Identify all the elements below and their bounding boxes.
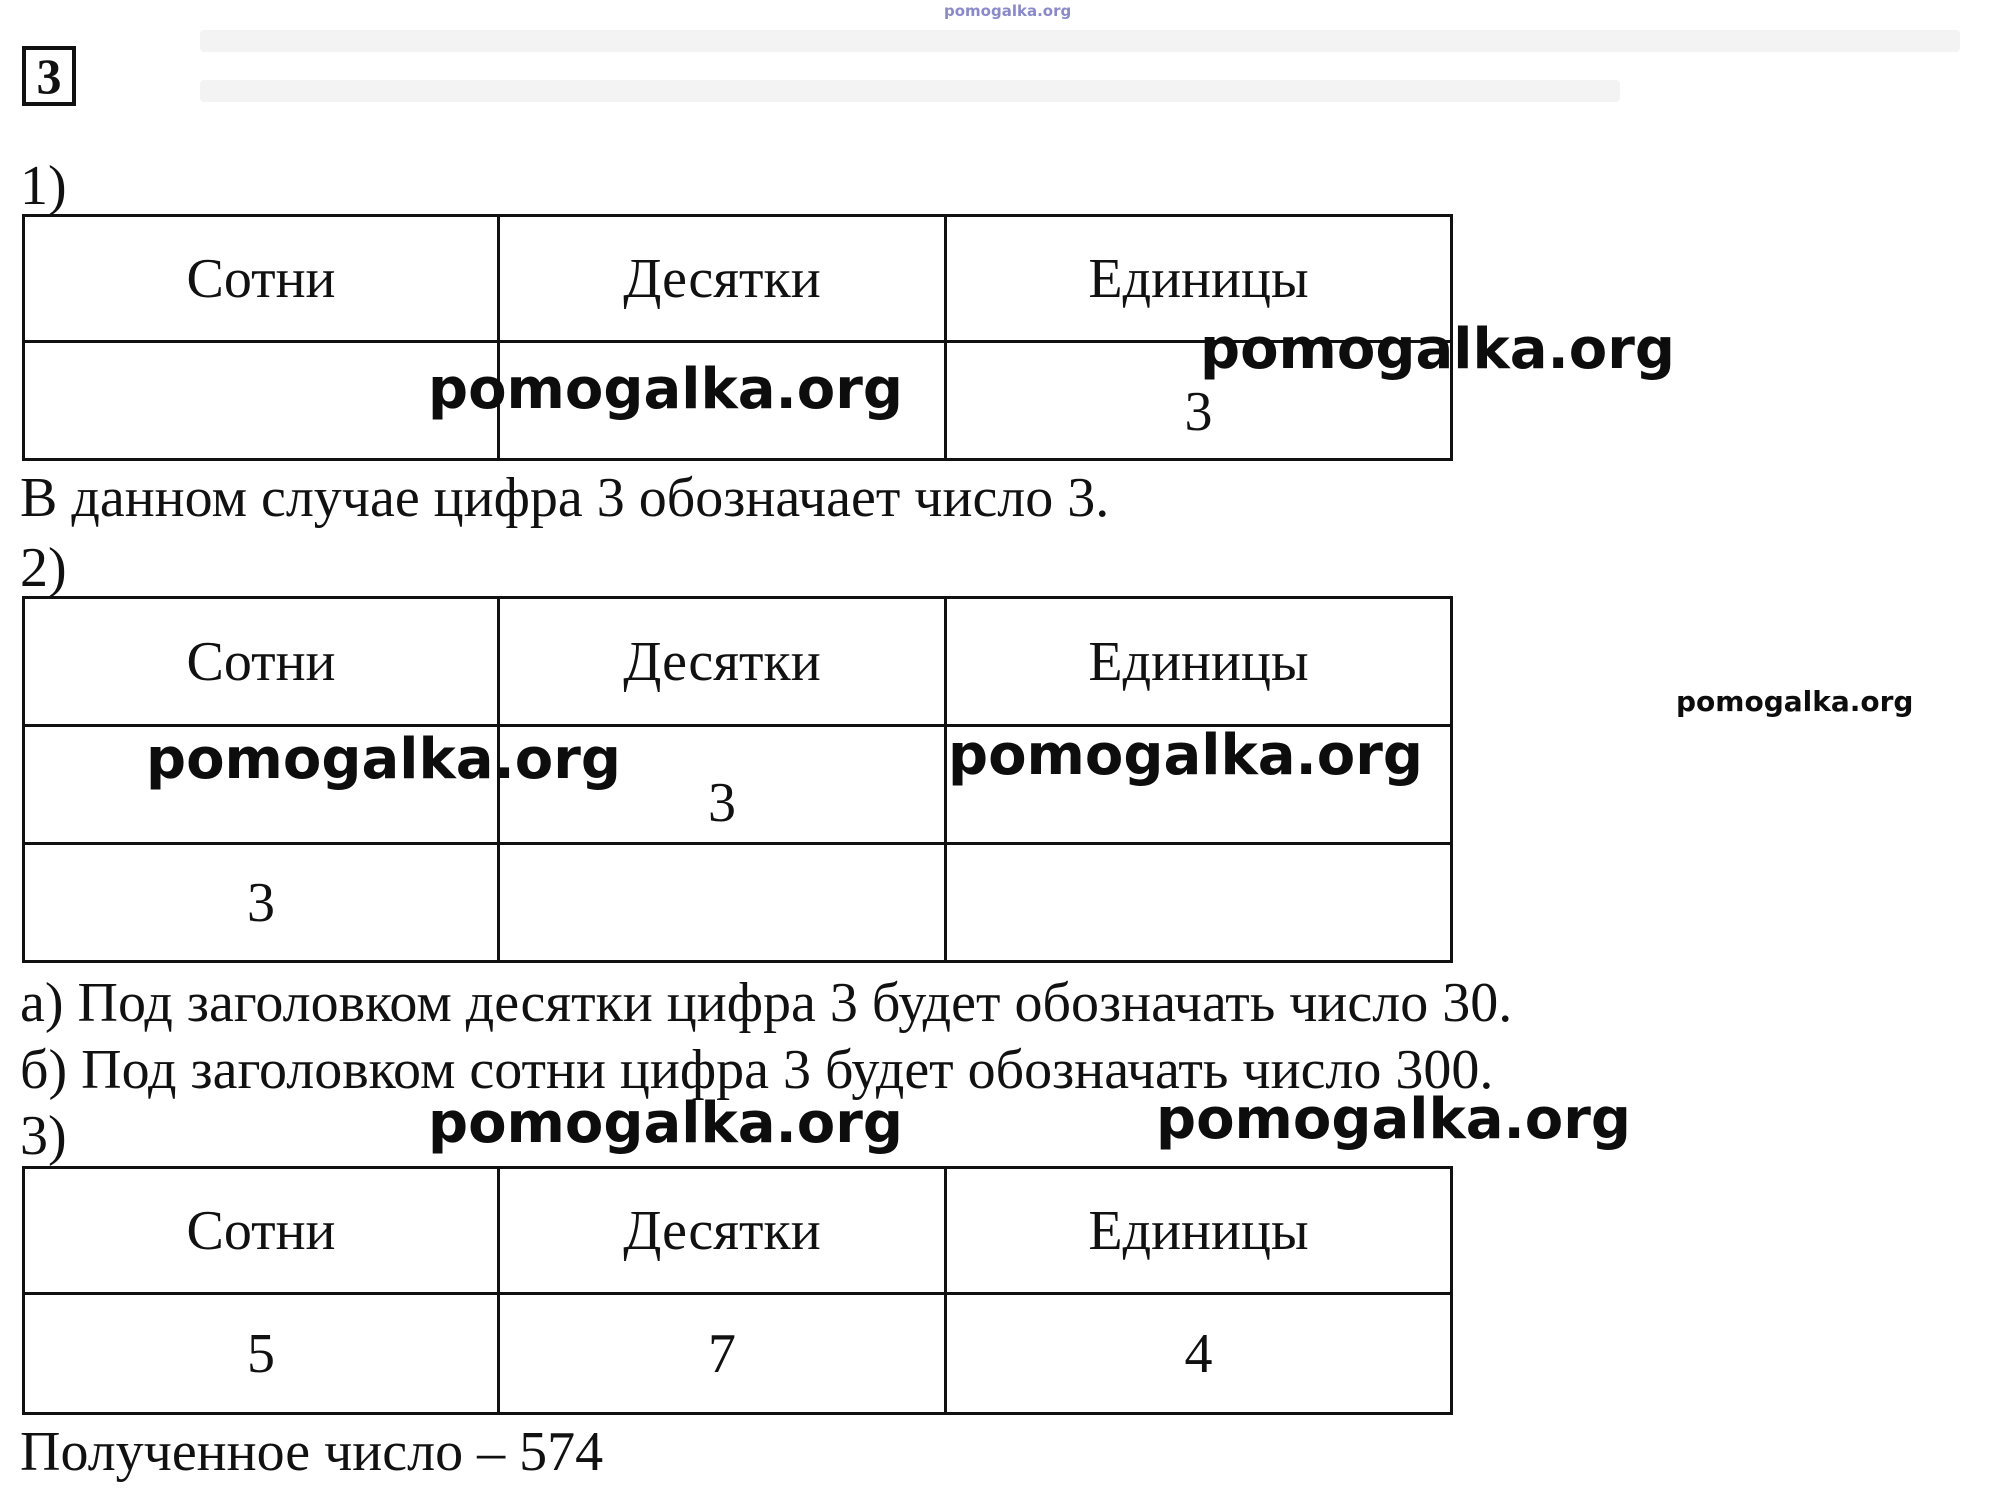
part3-header-units: Единицы (946, 1168, 1452, 1294)
part3-cell-units: 4 (946, 1294, 1452, 1414)
part3-cell-tens: 7 (499, 1294, 946, 1414)
watermark: pomogalka.org (1676, 685, 1914, 718)
part2-label: 2) (20, 537, 67, 599)
faded-header-line (200, 80, 1620, 102)
watermark: pomogalka.org (428, 357, 903, 422)
part2-header-units: Единицы (946, 598, 1452, 726)
part3-table (22, 1166, 1453, 1415)
faded-header-line (200, 30, 1960, 52)
task-number-box: 3 (22, 46, 76, 106)
part3-label: 3) (20, 1105, 67, 1167)
watermark: pomogalka.org (428, 1091, 903, 1156)
part1-header-hundreds: Сотни (24, 216, 499, 342)
part1-header-tens: Десятки (499, 216, 946, 342)
part3-cell-hundreds: 5 (24, 1294, 499, 1414)
part1-label: 1) (20, 155, 67, 217)
part2-note-a: а) Под заголовком десятки цифра 3 будет обозначать число 30. (20, 972, 1513, 1034)
watermark: pomogalka.org (1156, 1087, 1631, 1152)
part2-row1-tens: 3 (499, 726, 946, 844)
part1-cell-units: 3 (946, 342, 1452, 460)
top-watermark: pomogalka.org (944, 2, 1072, 20)
watermark: pomogalka.org (948, 723, 1423, 788)
part3-header-hundreds: Сотни (24, 1168, 499, 1294)
part2-row2-units (946, 844, 1452, 962)
part2-header-hundreds: Сотни (24, 598, 499, 726)
part3-note: Полученное число – 574 (20, 1421, 604, 1483)
watermark: pomogalka.org (146, 727, 621, 792)
part2-note-b: б) Под заголовком сотни цифра 3 будет обозначать число 300. (20, 1039, 1494, 1101)
part2-header-tens: Десятки (499, 598, 946, 726)
part1-note: В данном случае цифра 3 обозначает число 3. (20, 467, 1110, 529)
part3-header-tens: Десятки (499, 1168, 946, 1294)
part2-row2-tens (499, 844, 946, 962)
part1-header-units: Единицы (946, 216, 1452, 342)
part2-row2-hundreds: 3 (24, 844, 499, 962)
watermark: pomogalka.org (1200, 317, 1675, 382)
